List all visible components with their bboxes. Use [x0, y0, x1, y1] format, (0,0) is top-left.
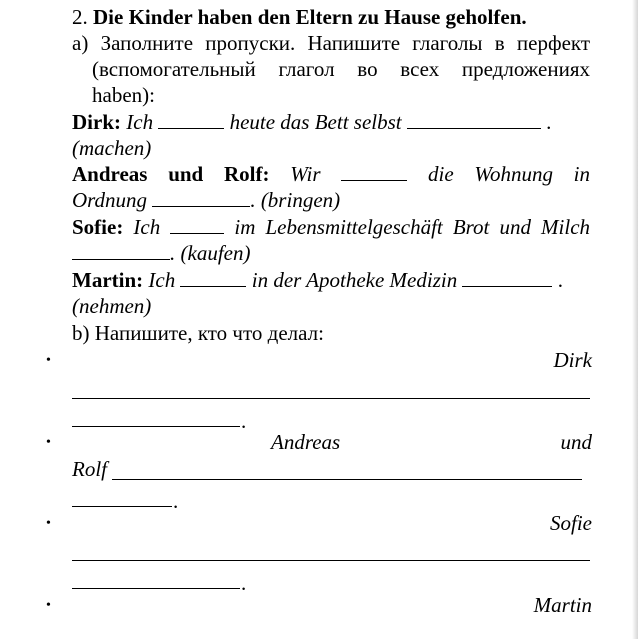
hint-andreas: . (bringen) [250, 188, 341, 212]
answer-word-und: und [560, 430, 592, 454]
bullet-martin: • [46, 598, 51, 613]
part-b-text: Напишите, кто что делал: [94, 321, 324, 345]
answer-line-sofie-1[interactable] [72, 560, 590, 561]
andreas-text-2: die Wohnung in [428, 162, 591, 186]
task-number: 2. [72, 5, 88, 29]
name-dirk: Dirk: [72, 110, 121, 134]
bullet-sofie: • [46, 516, 51, 531]
bullet-dirk: • [46, 353, 51, 368]
blank-sofie-aux[interactable] [170, 215, 224, 234]
answer-name-andreas: Andreas [271, 430, 341, 454]
andreas-text-3: Ordnung [72, 188, 148, 212]
sofie-text-1: Ich [133, 215, 161, 239]
task-title-text: Die Kinder haben den Eltern zu Hause geholfen. [93, 5, 527, 29]
sentence-martin [72, 267, 563, 293]
blank-andreas-aux[interactable] [341, 162, 407, 181]
answer-line-andreas-rolf-1[interactable] [112, 479, 582, 480]
answer-period-dirk: . [241, 409, 247, 433]
answer-line-andreas-rolf-2[interactable] [72, 506, 172, 507]
answer-line-dirk-1[interactable] [72, 398, 590, 399]
sentence-andreas-rolf [72, 161, 590, 187]
sentence-andreas-rolf-cont [72, 187, 340, 213]
blank-dirk-aux[interactable] [158, 110, 224, 129]
martin-text-2: in der Apotheke Medizin [251, 268, 458, 292]
dirk-text-1: Ich [126, 110, 154, 134]
answer-name-dirk: Dirk [553, 348, 592, 372]
part-a-text-2: (вспомогательный глагол во всех предложениях [92, 57, 590, 81]
part-a-text-3: haben): [92, 83, 155, 107]
sentence-dirk [72, 109, 551, 135]
part-a-instruction-line1 [72, 30, 590, 56]
part-a-instruction-line3 [92, 82, 155, 108]
part-b-marker: b) [72, 321, 90, 345]
part-b-instruction [72, 320, 324, 346]
sofie-text-2: im Lebensmittelgeschäft Brot und Milch [234, 215, 591, 239]
dirk-text-2: heute das Bett selbst [229, 110, 402, 134]
hint-martin: (nehmen) [72, 294, 152, 318]
name-martin: Martin: [72, 268, 144, 292]
martin-period: . [557, 268, 563, 292]
page-edge-shadow [632, 0, 638, 639]
blank-dirk-participle[interactable] [407, 110, 541, 129]
answer-line-sofie-2[interactable] [72, 588, 240, 589]
blank-martin-aux[interactable] [180, 268, 246, 287]
name-andreas-rolf: Andreas und Rolf: [72, 162, 270, 186]
sentence-sofie-cont [72, 240, 250, 266]
answer-name-rolf: Rolf [72, 457, 107, 481]
hint-dirk: (machen) [72, 136, 152, 160]
andreas-text-1: Wir [290, 162, 321, 186]
bullet-andreas-rolf: • [46, 435, 51, 450]
part-a-marker: a) [72, 31, 89, 55]
sentence-sofie [72, 214, 590, 240]
blank-sofie-participle[interactable] [72, 241, 170, 260]
name-sofie: Sofie: [72, 215, 124, 239]
blank-martin-participle[interactable] [462, 268, 552, 287]
answer-name-martin: Martin [533, 593, 592, 617]
martin-text-1: Ich [148, 268, 176, 292]
answer-line-dirk-2[interactable] [72, 426, 240, 427]
part-a-instruction-line2 [92, 56, 590, 82]
blank-andreas-participle[interactable] [152, 188, 250, 207]
dirk-period: . [546, 110, 552, 134]
hint-sofie: . (kaufen) [170, 241, 251, 265]
part-a-text-1: Заполните пропуски. Напишите глаголы в перфект [100, 31, 590, 55]
answer-name-sofie: Sofie [550, 511, 592, 535]
answer-period-sofie: . [241, 571, 247, 595]
answer-period-andreas-rolf: . [173, 489, 179, 513]
task-title [72, 4, 527, 30]
